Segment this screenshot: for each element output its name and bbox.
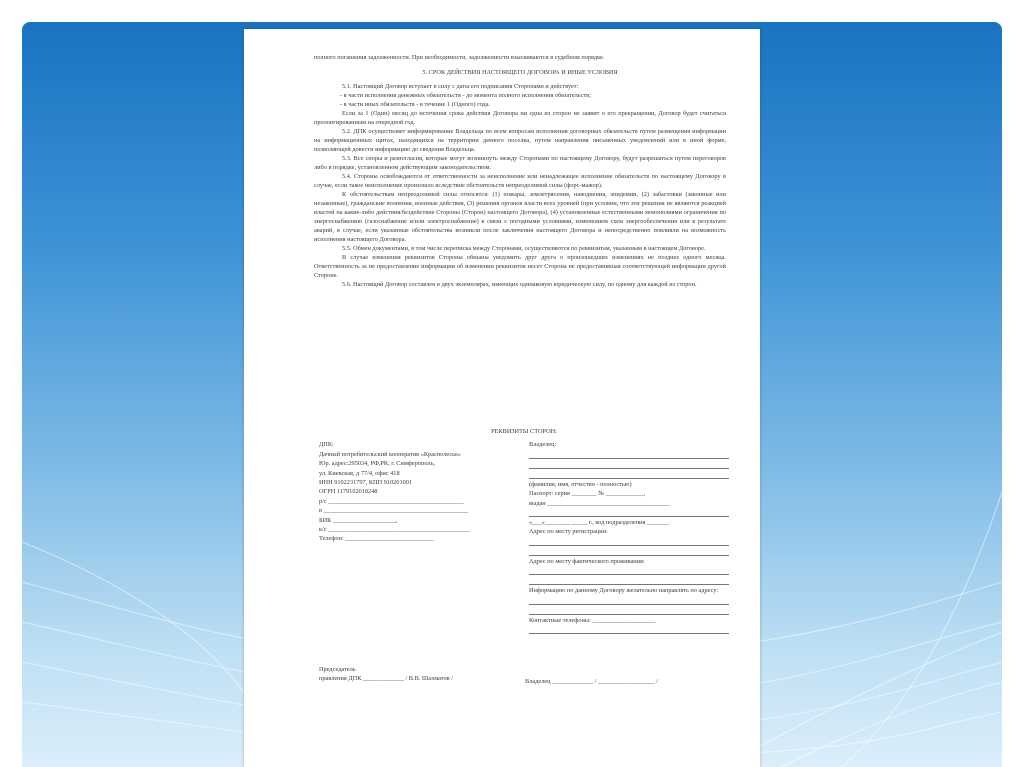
clause-5-1-a: - в части исполнения денежных обязательств - до момента полного исполнения обязательств; — [340, 92, 591, 99]
owner-signature-line: Владелец _____________ / __________________ / — [525, 678, 658, 685]
owner-heading: Владелец: — [529, 441, 557, 449]
dpk-line: в ______________________________________________ — [319, 507, 469, 515]
intro-line: полного погашения задолженности. При необходимости, задолженности взыскиваются в судебном порядке. — [314, 54, 605, 61]
dpk-line: р/с ___________________________________________ — [319, 497, 464, 505]
name-caption: (фамилия, имя, отчество - полностью) — [529, 480, 632, 488]
clause-5-1-b: - в части иных обязательств - в течение 1 (Одного) года. — [340, 101, 491, 108]
blank-line — [529, 625, 729, 634]
requisites-title: РЕКВИЗИТЫ СТОРОН: — [491, 428, 557, 435]
document-page — [244, 29, 760, 767]
dpk-line: ул. Киевская, д 77/4, офис 418 — [319, 469, 400, 477]
dpk-heading: ДПК: — [319, 441, 334, 449]
phones-line: Контактные телефоны: ____________________ — [529, 616, 656, 624]
dpk-line: ИНН 9102231797, КПП 910201001 — [319, 479, 413, 487]
clause-5-1: 5.1. Настоящий Договор вступает в силу с даты его подписания Сторонами и действует: — [342, 83, 579, 90]
signatures-block — [319, 665, 729, 683]
clause-5-4: 5.4. Стороны освобождаются от ответственности за неисполнение или ненадлежащее исполнение обязательств по настоящему Договору в случае, если такое неисполнение произошло вследствие обстоятельств непреодолимой силы (форс-мажор). — [314, 173, 726, 189]
section-5-title: 5. СРОК ДЕЙСТВИЯ НАСТОЯЩЕГО ДОГОВОРА И ИНЫЕ УСЛОВИЯ — [422, 69, 618, 76]
blank-line — [529, 596, 729, 605]
dpk-line: ОГРН 1179102018248 — [319, 488, 378, 496]
owner-requisites — [529, 440, 729, 635]
blank-line — [529, 547, 729, 556]
blank-line — [529, 450, 729, 459]
issued-line: выдан _______________________________________ — [529, 499, 670, 507]
blank-line — [529, 566, 729, 575]
clause-5-1-c: Если за 1 (Один) месяц до истечения срока действия Договора ни одна из сторон не заявит о его прекращении, Договор будет считаться пролонгированным на очередной год. — [314, 110, 726, 126]
clause-5-3: 5.3. Все споры и разногласия, которые могут возникнуть между Сторонами по настоящему Договору, будут разрешаться путем переговоров либо в порядке, установленном действующим законодательством. — [314, 155, 726, 171]
blank-line — [529, 508, 729, 517]
dpk-line: БИК ____________________, — [319, 516, 398, 524]
blank-line — [529, 537, 729, 546]
blank-line — [529, 470, 729, 479]
actual-address-label: Адрес по месту фактического проживания: — [529, 557, 645, 565]
chair-signature-line: правления ДПК _____________ / В.В. Шахматов / — [319, 675, 453, 682]
reg-address-label: Адрес по месту регистрации: — [529, 528, 608, 536]
blank-line — [529, 460, 729, 469]
passport-line: Паспорт: серия ________ № ____________, — [529, 490, 646, 498]
dpk-line: к/с _____________________________________________ — [319, 526, 470, 534]
chair-label: Председатель — [319, 666, 356, 673]
dpk-line: Юр. адрес:295034, РФ,РК, г. Симферополь, — [319, 460, 436, 468]
clause-5-5-b: В случае изменения реквизитов Стороны обязаны уведомить друг друга о произошедших изменениях не позднее одного месяца. Ответственность за не предоставление информации об изменении реквизитов несет Сторона не предоставившая соответствующей информации другой Стороне. — [314, 254, 726, 279]
dpk-requisites — [319, 440, 509, 635]
requisites-section — [319, 427, 729, 635]
mail-info-label: Информацию по данному Договору желательно направлять по адресу: — [529, 587, 719, 595]
clause-5-6: 5.6. Настоящий Договор составлен в двух экземплярах, имеющих одинаковую юридическую силу, по одному для каждой из сторон. — [342, 281, 697, 288]
blank-line — [529, 576, 729, 585]
contract-text — [314, 53, 726, 289]
dpk-line: Телефон: ____________________________ — [319, 535, 434, 543]
clause-5-2: 5.2. ДПК осуществляет информирование Владельца по всем вопросам исполнения договорных обязательств путем размещения информации на информационных щитах, находящихся на территории дачного поселка, путем направления письменных уведомлений или в иной форме, позволяющей довести информацию до сведения Владельца. — [314, 128, 726, 153]
dpk-line: Дачный потребительский кооператив «Краснолесье» — [319, 450, 461, 458]
date-code-line: «___»________ _____ г., код подразделения _______ — [529, 519, 669, 527]
clause-5-5: 5.5. Обмен документами, в том числе переписка между Сторонами, осуществляются по реквизитам, указанным в настоящем Договоре. — [342, 245, 706, 252]
blank-line — [529, 606, 729, 615]
clause-5-4-b: К обстоятельствам непреодолимой силы относятся: (1) пожары, землетрясения, наводнения, эпидемии, (2) забастовки (законные или незаконные), гражданские волнения, военные действия, (3) решения органов власти всех уровней (при условии, что эти решения не являются реакцией властей на какие-либо действия/бездействие Стороны (Сторон) настоящего Договора), (4) установленные естественными монополиями ограничения по энергоснабжению (газоснабжение и/или электроснабжение) в связи с погодными условиями, изменением схем энергообеспечения или в результате аварий, в случае, если указанные обстоятельства возникли после заключения настоящего Договора и непосредственно повлияли на возможность исполнения настоящего Договора. — [314, 191, 726, 243]
